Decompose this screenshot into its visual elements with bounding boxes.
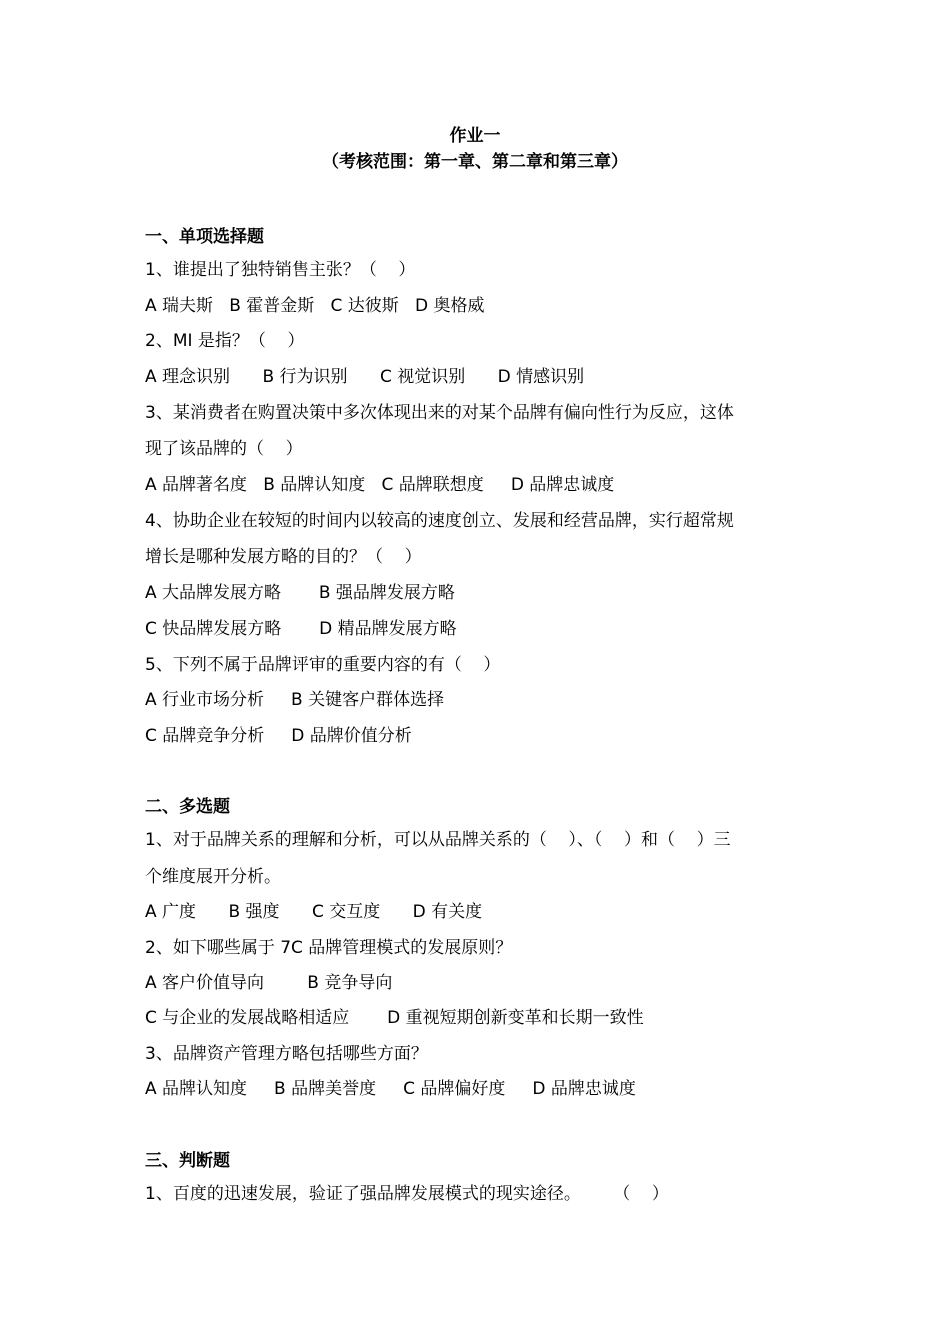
question-options: A 瑞夫斯 B 霍普金斯 C 达彼斯 D 奥格威 <box>145 296 485 316</box>
question-text: 2、如下哪些属于 7C 品牌管理模式的发展原则？ <box>145 938 513 958</box>
question-options: A 大品牌发展方略 B 强品牌发展方略 <box>145 583 455 603</box>
question-text: 1、百度的迅速发展，验证了强品牌发展模式的现实途径。 （ ） <box>145 1184 669 1204</box>
section-heading-single-choice: 一、单项选择题 <box>145 227 264 247</box>
question-text: 2、MI 是指？（ ） <box>145 331 305 351</box>
question-options: C 快品牌发展方略 D 精品牌发展方略 <box>145 619 457 639</box>
question-options: C 与企业的发展战略相适应 D 重视短期创新变革和长期一致性 <box>145 1008 644 1028</box>
question-options: A 品牌著名度 B 品牌认知度 C 品牌联想度 D 品牌忠诚度 <box>145 475 615 495</box>
question-text: 1、谁提出了独特销售主张？（ ） <box>145 260 416 280</box>
question-options: A 客户价值导向 B 竞争导向 <box>145 973 393 993</box>
question-text: 现了该品牌的（ ） <box>145 439 303 459</box>
question-text: 增长是哪种发展方略的目的？（ ） <box>145 547 422 567</box>
section-heading-multiple-choice: 二、多选题 <box>145 797 230 817</box>
question-options: A 理念识别 B 行为识别 C 视觉识别 D 情感识别 <box>145 367 585 387</box>
page-subtitle: （考核范围：第一章、第二章和第三章） <box>322 152 628 172</box>
question-text: 1、对于品牌关系的理解和分析，可以从品牌关系的（ ）、（ ）和（ ）三 <box>145 830 731 850</box>
question-text: 3、某消费者在购置决策中多次体现出来的对某个品牌有偏向性行为反应，这体 <box>145 403 734 423</box>
question-options: C 品牌竞争分析 D 品牌价值分析 <box>145 726 412 746</box>
page-title: 作业一 <box>449 126 501 146</box>
question-text: 5、下列不属于品牌评审的重要内容的有（ ） <box>145 655 501 675</box>
section-heading-true-false: 三、判断题 <box>145 1151 230 1171</box>
question-options: A 广度 B 强度 C 交互度 D 有关度 <box>145 902 483 922</box>
question-text: 3、品牌资产管理方略包括哪些方面？ <box>145 1044 428 1064</box>
question-text: 4、协助企业在较短的时间内以较高的速度创立、发展和经营品牌，实行超常规 <box>145 511 734 531</box>
question-options: A 品牌认知度 B 品牌美誉度 C 品牌偏好度 D 品牌忠诚度 <box>145 1079 636 1099</box>
question-text: 个维度展开分析。 <box>145 867 281 887</box>
question-options: A 行业市场分析 B 关键客户群体选择 <box>145 690 445 710</box>
